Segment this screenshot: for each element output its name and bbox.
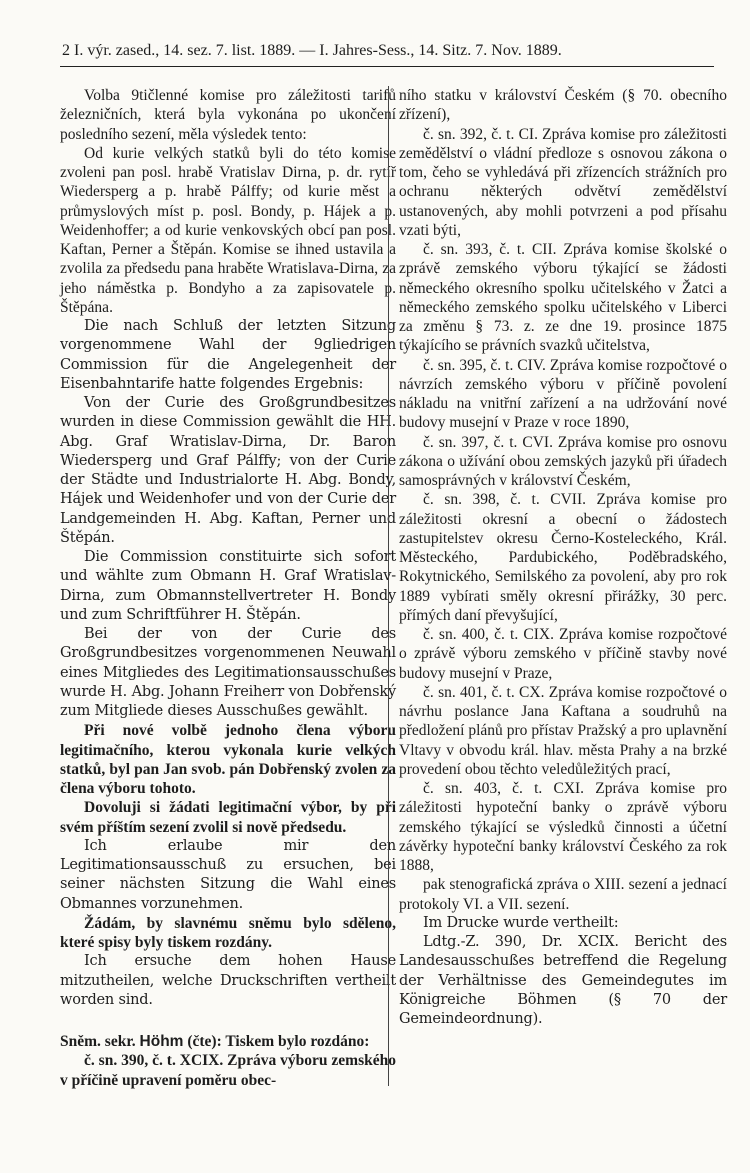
czech-paragraph: č. sn. 393, č. t. CII. Zpráva komise školské o zprávě zemského výboru týkající se žádosti německého okresního spolku učitelského v Žatci a německého zemského spolku učitelského v Liberci za změnu § 73. z. ze dne 19. prosince 1875 týkajícího se právních svazků učitelstva, [399, 241, 727, 355]
czech-paragraph: č. sn. 390, č. t. XCIX. Zpráva výboru zemského v příčině upravení poměru obec- [60, 1052, 396, 1089]
speaker-paragraph [60, 1032, 396, 1051]
speaker-text: (čte): Tiskem bylo rozdáno: [183, 1033, 370, 1050]
german-paragraph: Die Commission constituirte sich sofort und wählte zum Obmann H. Graf Wratislav-Dirna, zum Obmannstellvertreter H. Bondy und zum Schriftführer H. Štěpán. [60, 549, 396, 623]
header-rule [60, 66, 714, 67]
czech-paragraph: Od kurie velkých statků byli do této komise zvoleni pan posl. hrabě Vratislav Dirna, p. dr. rytíř Wiedersperg a p. hrabě Pálffy; od kurie měst a průmyslových míst p. posl. Bondy, p. Hájek a p. Weidenhoffer; a od kurie venkovských obcí pan posl. Kaftan, Perner a Štěpán. Komise se ihned ustavila a zvolila za předsedu pana hraběte Wratislava-Dirna, za jeho náměstka p. Bondyho a za zapisovatele p. Štěpána. [60, 144, 396, 316]
czech-paragraph: č. sn. 401, č. t. CX. Zpráva komise rozpočtové o návrhu poslance Jana Kaftana a soudruhů na předložení plánů pro přístav Pražský a pro uplavnění Vltavy v obvodu král. hlav. města Prahy a na brzké provedení obou těchto veledůležitých prací, [399, 683, 727, 778]
czech-paragraph: Dovoluji si žádati legitimační výbor, by při svém příštím sezení zvolil si nově předsedu. [60, 799, 396, 836]
czech-paragraph: Volba 9tičlenné komise pro záležitosti tarifů železničních, která byla vykonána po ukončení posledního sezení, měla výsledek tento: [60, 87, 396, 143]
czech-paragraph: Při nové volbě jednoho člena výboru legitimačního, kterou vykonala kurie velkých statků, byl pan Jan svob. pán Dobřenský zvolen za člena výboru tohoto. [60, 722, 396, 797]
czech-paragraph: č. sn. 398, č. t. CVII. Zpráva komise pro záležitosti okresní a obecní o žádostech zastupitelstev okresu Černo-Kosteleckého, Král. Městeckého, Pardubického, Poděbradského, Rokytnického, Semilského za povolení, aby pro rok 1889 vybírati směly okresní přirážky, 30 perc. přímých daní převyšující, [399, 491, 727, 624]
left-column [60, 86, 396, 1090]
czech-paragraph: ního statku v království Českém (§ 70. obecního zřízení), [399, 87, 727, 124]
czech-paragraph: č. sn. 392, č. t. CI. Zpráva komise pro záležitosti zemědělství o vládní předloze s osnovou zákona o tom, čeho se vyhledává při zřízencích strážních pro ochranu některých odvětví zemědělství ustanovených, aby mohli potvrzeni a pod přísahu vzati býti, [399, 125, 727, 239]
czech-paragraph: č. sn. 397, č. t. CVI. Zpráva komise pro osnovu zákona o užívání obou zemských jazyků při úřadech samosprávných v království Českém, [399, 433, 727, 489]
czech-paragraph: č. sn. 400, č. t. CIX. Zpráva komise rozpočtové o zprávě výboru zemského v příčině stavby nové budovy musejní v Praze, [399, 626, 727, 682]
german-paragraph: Ich erlaube mir den Legitimationsausschuß zu ersuchen, bei seiner nächsten Sitzung die Wahl eines Obmannes vorzunehmen. [60, 837, 396, 912]
right-column [399, 86, 727, 1029]
czech-paragraph: Žádám, by slavnému sněmu bylo sděleno, které spisy byly tiskem rozdány. [60, 914, 396, 951]
german-paragraph: Ldtg.-Z. 390, Dr. XCIX. Bericht des Landesausschußes betreffend die Regelung der Verhältnisse des Gemeindegutes im Königreiche Böhmen (§ 70 der Gemeindeordnung). [399, 934, 727, 1027]
german-paragraph: Im Drucke wurde vertheilt: [423, 914, 619, 931]
german-paragraph: Die nach Schluß der letzten Sitzung vorgenommene Wahl der 9gliedrigen Commission für die Angelegenheit der Eisenbahntarife hatte folgendes Ergebnis: [60, 318, 396, 392]
speaker-prefix: Sněm. sekr. [60, 1033, 140, 1050]
column-divider [388, 86, 389, 1086]
page-header: 2 I. výr. zased., 14. sez. 7. list. 1889. — I. Jahres-Sess., 14. Sitz. 7. Nov. 1889. [62, 42, 562, 59]
czech-paragraph: č. sn. 395, č. t. CIV. Zpráva komise rozpočtové o návrzích zemského výboru v příčině povolení nákladu na vnitřní zařízení a na udržování nové budovy musejní v Praze v roce 1890, [399, 356, 727, 432]
german-paragraph: Bei der von der Curie des Großgrundbesitzes vorgenommenen Neuwahl eines Mitgliedes des Legitimationsausschußes wurde H. Abg. Johann Freiherr von Dobřenský zum Mitgliede dieses Ausschußes gewählt. [60, 626, 396, 719]
czech-paragraph: pak stenografická zpráva o XIII. sezení a jednací protokoly VI. a VII. sezení. [399, 876, 727, 913]
czech-paragraph: č. sn. 403, č. t. CXI. Zpráva komise pro záležitosti hypoteční banky o zprávě výboru zemského týkající se výsledků činnosti a účetní závěrky hypoteční banky království Českého za rok 1888, [399, 780, 727, 874]
german-paragraph: Von der Curie des Großgrundbesitzes wurden in diese Commission gewählt die HH. Abg. Graf Wratislav-Dirna, Dr. Baron Wiedersperg und Graf Pálffy; von der Curie der Städte und Industrialorte H. Abg. Bondy, Hájek und Weidenhofer und von der Curie der Landgemeinden H. Abg. Kaftan, Perner und Štěpán. [60, 395, 396, 546]
german-paragraph: Ich ersuche dem hohen Hause mitzutheilen, welche Druckschriften vertheilt worden sind. [60, 953, 396, 1008]
speaker-name: Höhm [139, 1033, 184, 1050]
